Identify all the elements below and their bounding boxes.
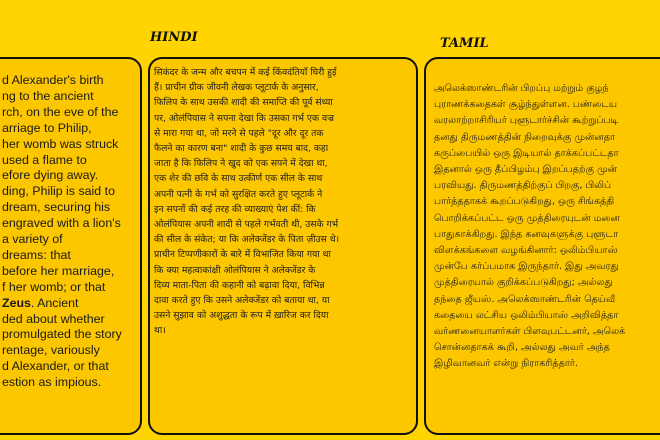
- english-line-text: arriage to Philip,: [2, 120, 92, 135]
- tamil-text: [434, 81, 625, 373]
- hindi-line: था।: [154, 325, 166, 337]
- english-line-text: used a flame to: [2, 152, 87, 167]
- hindi-line: ओलंपियास अपनी शादी से पहले गर्भवती थी, उसके गर्भ: [154, 219, 339, 231]
- english-line-text: dreams: that: [2, 247, 71, 262]
- english-line: [2, 280, 105, 294]
- tamil-line: இழிவானவர் என்று நிராகரித்தார்.: [434, 358, 578, 370]
- hindi-line: कि क्या महत्वाकांक्षी ओलंपियास ने अलेक्जेंडर के: [154, 264, 316, 276]
- hindi-line: फिलिप के साथ उसकी शादी की समाप्ति की पूर्व संध्या: [154, 97, 333, 109]
- english-line-text: ded about whether: [2, 311, 105, 326]
- tamil-line: கருப்பையில் ஒரு இடியால் தாக்கப்பட்டதா: [434, 147, 619, 159]
- hindi-line: अपनी पत्नी के गर्भ को सुरक्षित करते हुए प्लूटार्क ने: [154, 188, 323, 200]
- english-line-text: d Alexander, or that: [2, 359, 109, 374]
- english-line-text: d Alexander's birth: [2, 73, 104, 87]
- english-line: [2, 296, 78, 310]
- english-line: [2, 343, 100, 357]
- tamil-line: விளக்கங்களை வழங்கினார்: ஒலிம்பியாஸ்: [434, 245, 618, 257]
- tamil-line: தனது திருமணத்தின் நிறைவுக்கு முன்னதா: [434, 131, 615, 143]
- hindi-text: [154, 65, 416, 339]
- english-line: [2, 184, 115, 198]
- hindi-line: की सील के संकेत; या कि अलेक्जेंडर के पिता ज़ीउस थे।: [154, 234, 340, 246]
- english-line: [2, 232, 63, 246]
- english-line: [2, 312, 105, 326]
- hindi-line: दावा करते हुए कि उसने अलेक्जेंडर को बताया था, या: [154, 295, 330, 307]
- tamil-line: பரவியது. திருமணத்திற்குப் பிறகு, பிலிப்: [434, 180, 612, 192]
- english-line: [2, 89, 94, 103]
- english-line-text: rch, on the eve of the: [2, 104, 119, 119]
- tamil-panel: [424, 57, 660, 435]
- english-line: [2, 153, 87, 167]
- english-line: [2, 375, 101, 389]
- english-line: [2, 73, 104, 87]
- hindi-line: प्राचीन टिप्पणीकारों के बारे में विभाजित किया गया था: [154, 249, 331, 261]
- tamil-line: கதையை லட்சிய ஒலிம்பியாஸ் அறிவித்தா: [434, 309, 619, 321]
- english-line-text: engraved with a lion's: [2, 216, 121, 231]
- english-panel: [0, 57, 142, 435]
- tamil-line: தந்தை ஜீயஸ். அலெக்ஸாண்டரின் தெய்வீ: [434, 293, 616, 305]
- tamil-line: பாதுகாக்கிறது. இந்த கனவுகளுக்கு புளூடா: [434, 228, 619, 240]
- english-line: [2, 200, 110, 214]
- tamil-line: வரலாற்றாசிரியர் புளூடார்ச்சின் கூற்றுப்படி: [434, 115, 619, 127]
- hindi-line: इन सपनों की कई तरह की व्याख्याएं पेश कीं: कि: [154, 203, 316, 215]
- hindi-line: जाता है कि फिलिप ने खुद को एक सपने में देखा था,: [154, 158, 328, 170]
- english-line-text: before her marriage,: [2, 263, 115, 278]
- hindi-line: हैं। प्राचीन ग्रीक जीवनी लेखक प्लूटार्क के अनुसार,: [154, 82, 319, 94]
- english-line-text: dream, securing his: [2, 200, 111, 215]
- english-line-text: a variety of: [2, 232, 63, 246]
- hindi-line: फैलने का कारण बना" शादी के कुछ समय बाद, कहा: [154, 143, 329, 155]
- hindi-line: से मारा गया था, जो मरने से पहले "दूर और दूर तक: [154, 127, 324, 139]
- hindi-panel: [148, 57, 418, 435]
- hindi-line: पर, ओलंपियास ने सपना देखा कि उसका गर्भ एक वज्र: [154, 112, 334, 124]
- tamil-line: பார்த்ததாகக் கூறப்படுகிறது, ஒரு சிங்கத்தி: [434, 196, 615, 208]
- english-line-text: ng to the ancient: [2, 88, 94, 103]
- hindi-line: दिव्य माता-पिता की कहानी को बढ़ावा दिया, विभिन्न: [154, 279, 325, 291]
- english-line: [2, 168, 98, 182]
- tamil-line: பொறிக்கப்பட்ட ஒரு முத்திரையுடன் மனை: [434, 212, 620, 224]
- english-line-text: estion as impious.: [2, 375, 102, 390]
- english-line: [2, 359, 109, 373]
- english-line-text: ding, Philip is said to: [2, 184, 115, 199]
- tamil-line: சொன்னதாகக் கூறி, அல்லது அவர் அந்த: [434, 342, 610, 354]
- english-line-text: her womb was struck: [2, 136, 119, 151]
- tamil-line: புராணக்கதைகள் சூழ்ந்துள்ளன. பண்டைய: [434, 99, 618, 111]
- hindi-line: एक शेर की छवि के साथ उत्कीर्ण एक सील के साथ: [154, 173, 323, 185]
- english-line-text: . Ancient: [30, 295, 79, 310]
- english-line: [2, 137, 118, 151]
- english-line-text: f her womb; or that: [2, 279, 106, 294]
- english-line: [2, 264, 114, 278]
- english-line: [2, 216, 121, 230]
- tamil-line: அலெக்ஸாண்டரின் பிறப்பு மற்றும் குழந்: [434, 83, 609, 94]
- tamil-heading: TAMIL: [440, 36, 489, 51]
- hindi-line: उसने सुझाव को अशुद्धता के रूप में ख़ारिज कर दिया: [154, 310, 329, 322]
- english-line: [2, 105, 118, 119]
- english-line: [2, 327, 122, 341]
- english-line-text: rentage, variously: [2, 343, 100, 358]
- hindi-line: सिकंदर के जन्म और बचपन में कई किंवदंतियाँ घिरी हुई: [154, 67, 337, 78]
- tamil-line: இதனால் ஒரு தீப்பிழம்பு இறப்பதற்கு முன்: [434, 164, 618, 176]
- tamil-line: முன்பே கர்ப்பமாக இருந்தார். இது அவரது: [434, 261, 619, 273]
- english-line: [2, 121, 92, 135]
- english-line-bold: Zeus: [2, 295, 31, 310]
- tamil-line: வர்ணனையாளர்கள் பிளவுபட்டனர், அலெக்: [434, 326, 626, 338]
- tamil-line: முத்திரையால் குறிக்கப்படுகிறது; அல்லது: [434, 277, 613, 289]
- english-line: [2, 248, 71, 262]
- english-line-text: efore dying away.: [2, 168, 99, 183]
- english-line-text: promulgated the story: [2, 327, 122, 342]
- hindi-heading: HINDI: [150, 30, 198, 45]
